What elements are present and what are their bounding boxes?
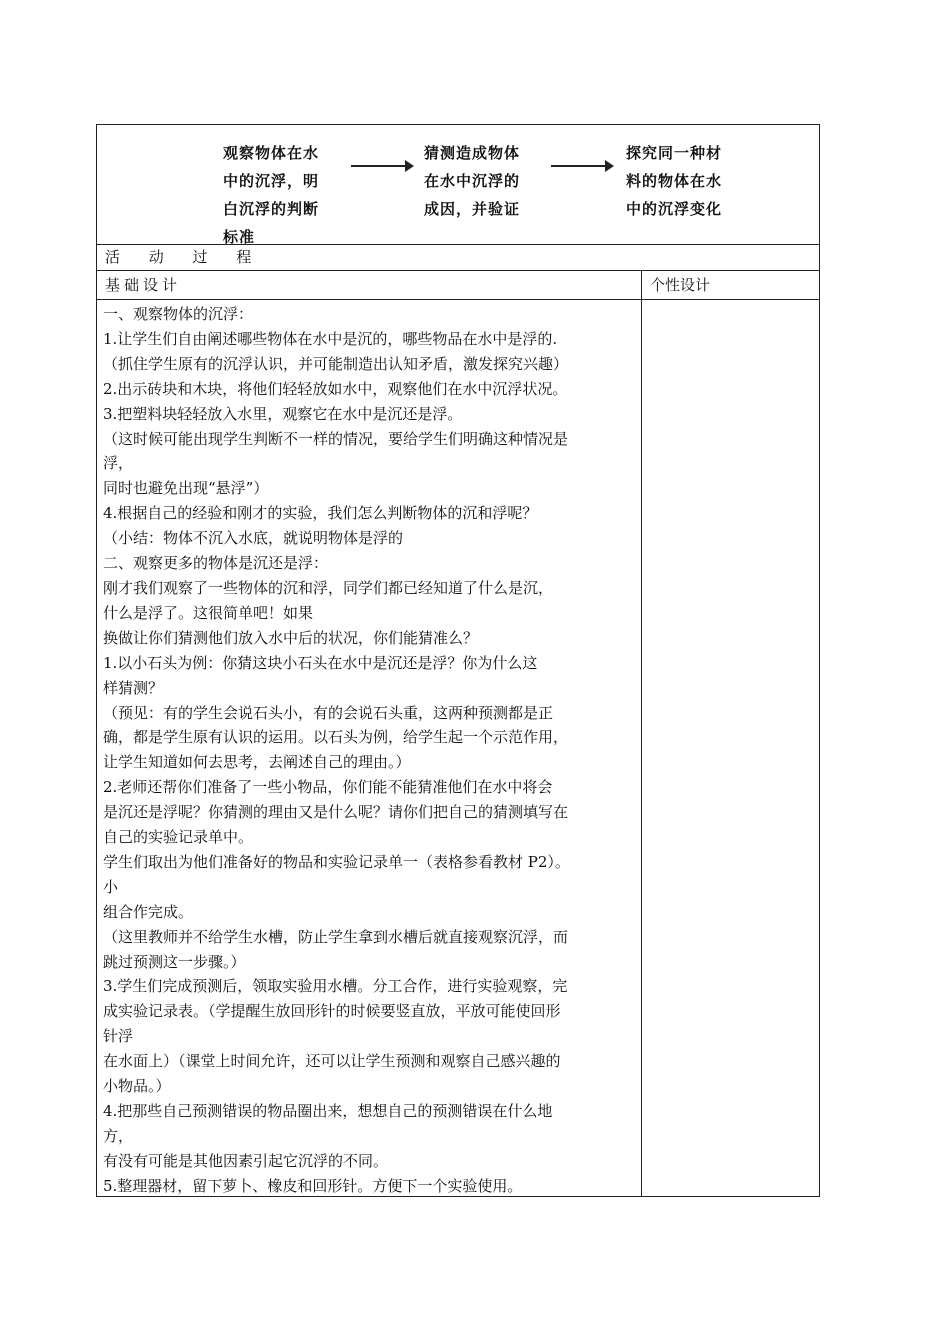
content-line: 自己的实验记录单中。 <box>103 828 254 847</box>
content-line: 2.老师还帮你们准备了一些小物品，你们能不能猜准他们在水中将会 <box>103 778 553 797</box>
process-title: 活 动 过 程 <box>97 245 819 271</box>
flow-step-guess-line: 猜测造成物体 <box>424 144 521 162</box>
flow-step-explore-line: 料的物体在水 <box>626 172 723 190</box>
content-line: （抓住学生原有的沉浮认识，并可能制造出认知矛盾，激发探究兴趣） <box>103 354 569 373</box>
content-line: （预见：有的学生会说石头小，有的会说石头重，这两种预测都是正 <box>103 703 554 722</box>
content-line: 一、观察物体的沉浮： <box>103 305 254 323</box>
content-line: 同时也避免出现“悬浮”） <box>103 479 269 498</box>
content-line: 在水面上）（课堂上时间允许，还可以让学生预测和观察自己感兴趣的 <box>103 1052 561 1071</box>
content-line: 2.出示砖块和木块，将他们轻轻放如水中，观察他们在水中沉浮状况。 <box>103 379 568 398</box>
flow-step-guess-line: 成因，并验证 <box>424 200 521 218</box>
content-line: 小 <box>103 877 119 896</box>
design-content-row <box>97 300 819 1196</box>
content-line: 3.把塑料块轻轻放入水里，观察它在水中是沉还是浮。 <box>103 404 463 423</box>
content-line: 跳过预测这一步骤。） <box>103 952 246 971</box>
basic-design-header: 基础设计 <box>97 271 642 299</box>
activity-flow-diagram <box>97 125 819 245</box>
lesson-plan-table <box>96 124 820 1197</box>
content-line: 是沉还是浮呢？你猜测的理由又是什么呢？请你们把自己的猜测填写在 <box>103 803 569 822</box>
content-line: 5.整理器材，留下萝卜、橡皮和回形针。方便下一个实验使用。 <box>103 1176 523 1195</box>
flow-step-guess <box>424 139 520 223</box>
content-line: 3.学生们完成预测后，领取实验用水槽。分工合作，进行实验观察，完 <box>103 977 568 996</box>
content-line: 换做让你们猜测他们放入水中后的状况，你们能猜准么？ <box>103 628 479 647</box>
content-line: 刚才我们观察了一些物体的沉和浮，同学们都已经知道了什么是沉， <box>103 578 554 597</box>
content-line: 浮， <box>103 454 134 473</box>
content-line: 4.根据自己的经验和刚才的实验，我们怎么判断物体的沉和浮呢？ <box>103 504 538 523</box>
content-line: 成实验记录表。（学提醒生放回形针的时候要竖直放，平放可能使回形 <box>103 1002 561 1021</box>
content-line: 确，都是学生原有认识的运用。以石头为例，给学生起一个示范作用， <box>103 728 569 747</box>
personal-design-content <box>642 300 819 1196</box>
flow-step-explore-line: 中的沉浮变化 <box>626 200 723 218</box>
content-line: 1.让学生们自由阐述哪些物体在水中是沉的，哪些物品在水中是浮的. <box>103 329 558 348</box>
flow-step-observe-line: 白沉浮的判断 <box>223 200 320 218</box>
flow-step-guess-line: 在水中沉浮的 <box>424 172 521 190</box>
content-line: （这里教师并不给学生水槽，防止学生拿到水槽后就直接观察沉浮，而 <box>103 927 569 946</box>
content-line: 小物品。） <box>103 1077 171 1096</box>
content-line: 样猜测？ <box>103 678 164 697</box>
flow-step-explore <box>626 139 722 223</box>
content-line: 1.以小石头为例：你猜这块小石头在水中是沉还是浮？你为什么这 <box>103 653 538 672</box>
column-header-row <box>97 271 819 300</box>
flow-step-explore-line: 探究同一种材 <box>626 144 723 162</box>
right-arrow-icon <box>351 165 407 167</box>
content-line: 方， <box>103 1126 134 1145</box>
flow-step-observe-line: 中的沉浮，明 <box>223 172 320 190</box>
content-line: （这时候可能出现学生判断不一样的情况，要给学生们明确这种情况是 <box>103 429 569 448</box>
content-line: 学生们取出为他们准备好的物品和实验记录单一（表格参看教材 P2）。 <box>103 852 570 871</box>
content-line: 让学生知道如何去思考，去阐述自己的理由。） <box>103 753 411 772</box>
flow-step-observe-line: 标准 <box>223 228 256 246</box>
right-arrow-icon <box>551 165 607 167</box>
basic-design-content <box>97 300 642 1196</box>
content-line: 4.把那些自己预测错误的物品圈出来，想想自己的预测错误在什么地 <box>103 1102 553 1120</box>
content-line: 组合作完成。 <box>103 902 194 921</box>
flow-step-observe <box>223 139 319 251</box>
flow-step-observe-line: 观察物体在水 <box>223 144 320 162</box>
content-line: 什么是浮了。这很简单吧！如果 <box>103 603 314 622</box>
content-line: 有没有可能是其他因素引起它沉浮的不同。 <box>103 1151 389 1170</box>
content-line: 二、观察更多的物体是沉还是浮： <box>103 554 329 573</box>
personal-design-header: 个性设计 <box>650 276 711 294</box>
content-line: （小结：物体不沉入水底，就说明物体是浮的 <box>103 529 404 548</box>
content-line: 针浮 <box>103 1027 134 1046</box>
